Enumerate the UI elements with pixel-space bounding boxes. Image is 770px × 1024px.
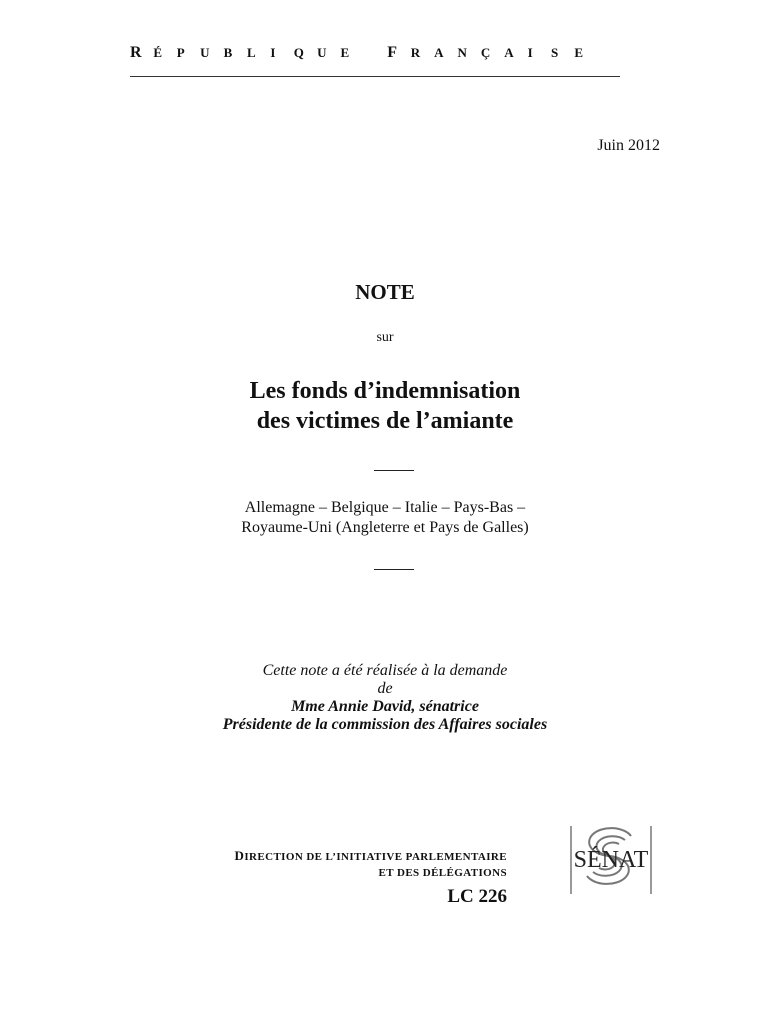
header-letter: R — [130, 44, 142, 61]
countries-line2: Royaume-Uni (Angleterre et Pays de Galles) — [241, 519, 529, 536]
document-reference: LC 226 — [447, 886, 507, 907]
header-letter: N — [457, 45, 467, 60]
header-letter: E — [340, 45, 350, 60]
countries-list — [0, 498, 770, 538]
main-title-line2: des victimes de l’amiante — [256, 408, 514, 434]
separator-rule — [374, 569, 414, 570]
header-letter: S — [551, 45, 559, 60]
main-title — [0, 376, 770, 436]
requester-role: Présidente de la commission des Affaires sociales — [222, 716, 548, 733]
header-letter: F — [387, 44, 398, 61]
document-date: Juin 2012 — [597, 137, 660, 154]
note-title: NOTE — [355, 280, 415, 304]
header-letter: I — [270, 45, 276, 60]
header-rule — [130, 76, 620, 77]
header-letter: R — [410, 45, 421, 60]
countries-line1: Allemagne – Belgique – Italie – Pays-Bas – — [244, 499, 526, 516]
header-letter: U — [317, 45, 327, 60]
requester-name: Mme Annie David, sénatrice — [291, 698, 479, 715]
request-credit — [0, 662, 770, 734]
note-subject-preposition: sur — [376, 330, 394, 345]
header-republique-francaise — [130, 44, 598, 62]
direction-rest: IRECTION DE L’INITIATIVE PARLEMENTAIRE — [244, 851, 507, 863]
header-letter: U — [200, 45, 210, 60]
header-letter: Q — [293, 45, 304, 60]
request-line2: de — [377, 680, 393, 697]
direction-initial: D — [234, 848, 245, 863]
header-letter: A — [434, 45, 444, 60]
senat-logo-graphic — [569, 820, 653, 904]
main-title-line1: Les fonds d’indemnisation — [249, 378, 521, 404]
header-letter: Ç — [480, 45, 491, 60]
header-letter: P — [176, 45, 185, 60]
senat-logo — [569, 820, 653, 904]
header-letter: L — [246, 45, 256, 60]
header-letter: A — [504, 45, 514, 60]
header-letter: I — [527, 45, 533, 60]
senat-logo-text: SÉNAT — [573, 847, 649, 873]
issuing-direction — [235, 848, 507, 881]
direction-line2: ET DES DÉLÉGATIONS — [378, 867, 507, 879]
separator-rule — [374, 470, 414, 471]
header-letter: B — [223, 45, 233, 60]
direction-line1 — [235, 848, 507, 865]
request-line1: Cette note a été réalisée à la demande — [262, 662, 508, 679]
header-letter: É — [153, 45, 163, 60]
header-letter: E — [574, 45, 584, 60]
